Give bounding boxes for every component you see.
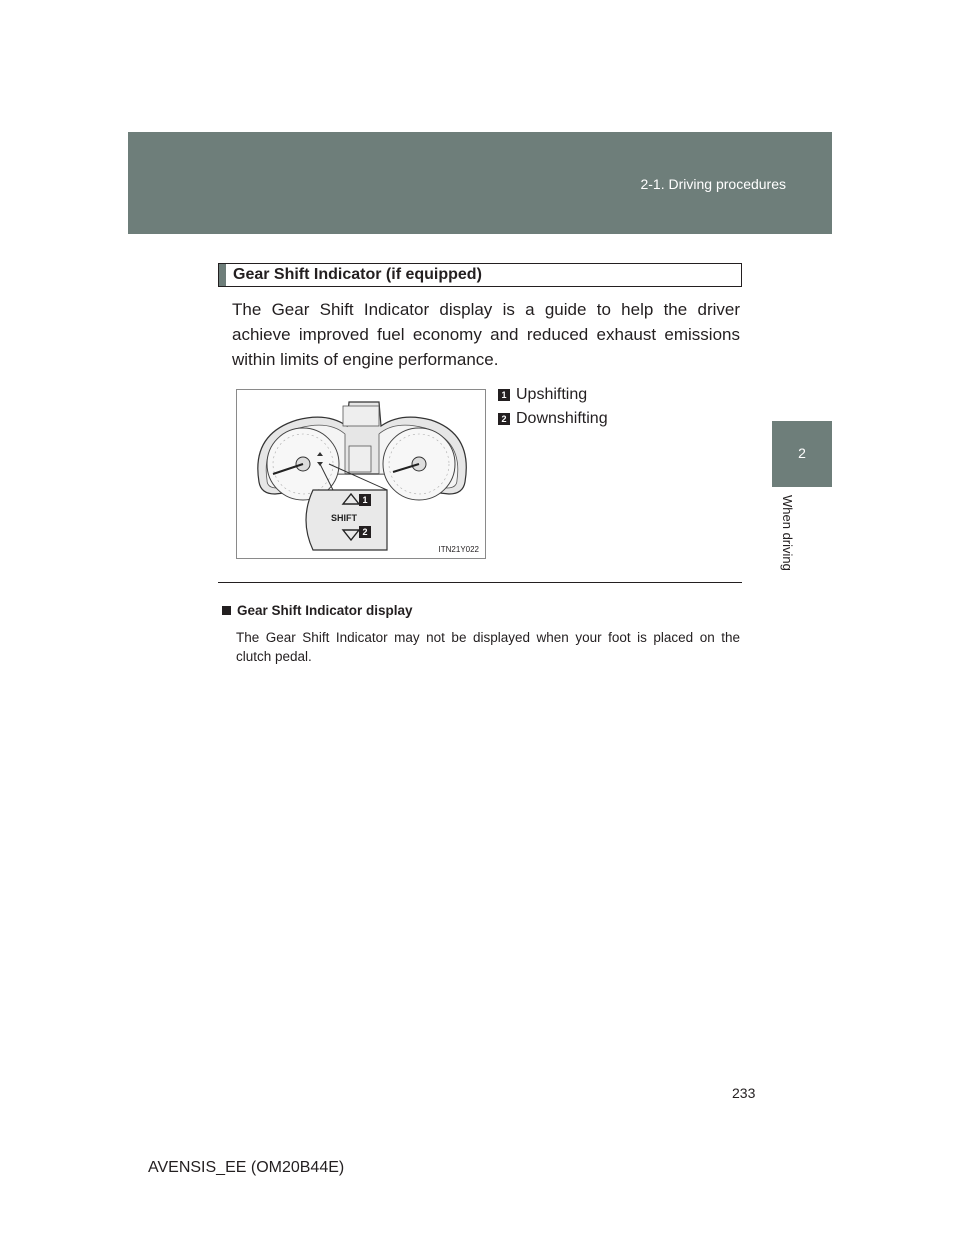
section-heading-bar: [219, 264, 226, 286]
chapter-label: [779, 495, 795, 585]
chapter-label-text: When driving: [780, 495, 795, 571]
callout-badge: 1: [498, 389, 510, 401]
header-band: [128, 132, 832, 234]
callout-label: Upshifting: [516, 386, 588, 403]
chapter-tab: [772, 421, 832, 487]
chapter-number: 2: [798, 445, 806, 461]
note-heading: [222, 603, 413, 618]
note-body: The Gear Shift Indicator may not be displayed when your foot is placed on the clutch pedal.: [236, 630, 740, 664]
instrument-cluster-figure: [236, 389, 486, 559]
callout-upshifting: [498, 386, 587, 404]
divider: [218, 582, 742, 583]
callout-downshifting: [498, 410, 608, 428]
instrument-cluster-illustration: [237, 390, 485, 558]
intro-paragraph: The Gear Shift Indicator display is a guide to help the driver achieve improved fuel economy and reduced exhaust emissions within limits of engine performance.: [232, 300, 740, 369]
figure-code: ITN21Y022: [438, 545, 479, 554]
note-title: Gear Shift Indicator display: [237, 603, 413, 618]
figure-badge-1: 1: [362, 495, 368, 505]
page-number: 233: [732, 1085, 756, 1101]
section-heading: [218, 263, 742, 287]
callout-badge: 2: [498, 413, 510, 425]
section-breadcrumb: 2-1. Driving procedures: [640, 176, 786, 192]
bullet-square-icon: [222, 606, 231, 615]
shift-label: SHIFT: [331, 513, 357, 523]
footer-model: AVENSIS_EE (OM20B44E): [148, 1159, 345, 1176]
figure-badge-2: 2: [362, 527, 368, 537]
section-title: Gear Shift Indicator (if equipped): [233, 266, 482, 283]
callout-label: Downshifting: [516, 410, 608, 427]
